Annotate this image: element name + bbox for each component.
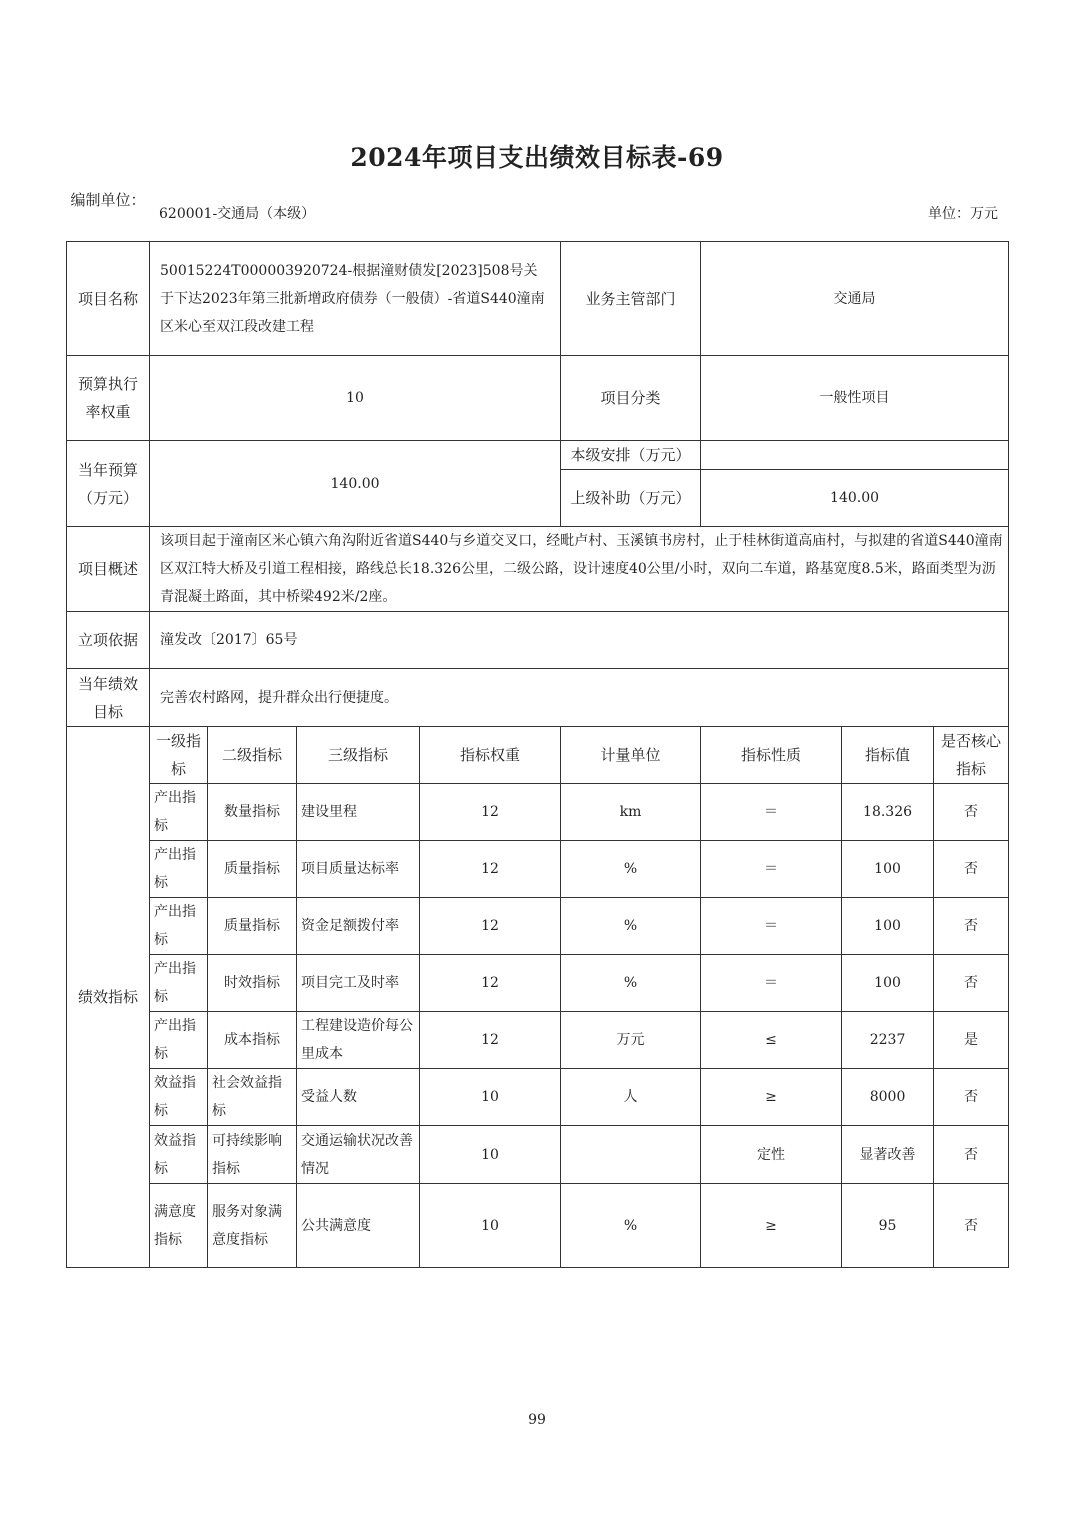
- unit-name: 620001-交通局（本级）: [159, 206, 316, 222]
- core-cell: 否: [934, 1069, 1009, 1126]
- indicators-label: 绩效指标: [67, 727, 150, 1268]
- local-label: 本级安排（万元）: [561, 441, 701, 470]
- overview-label: 项目概述: [67, 527, 150, 612]
- goal-text: 完善农村路网，提升群众出行便捷度。: [150, 669, 1009, 727]
- level2-cell: 质量指标: [208, 898, 297, 955]
- table-row: [67, 955, 1009, 1012]
- unit-cell: %: [561, 1184, 701, 1268]
- weight-cell: 12: [420, 1012, 561, 1069]
- level2-cell: 服务对象满意度指标: [208, 1184, 297, 1268]
- col-header: 一级指标: [150, 727, 208, 784]
- category-label: 项目分类: [561, 356, 701, 441]
- level3-cell: 公共满意度: [297, 1184, 420, 1268]
- core-cell: 否: [934, 784, 1009, 841]
- table-row: [67, 841, 1009, 898]
- table-row: [67, 1012, 1009, 1069]
- nature-cell: ＝: [701, 784, 842, 841]
- value-cell: 18.326: [842, 784, 934, 841]
- level3-cell: 项目完工及时率: [297, 955, 420, 1012]
- level1-cell: 产出指标: [150, 841, 208, 898]
- weight-cell: 12: [420, 955, 561, 1012]
- weight-cell: 10: [420, 1126, 561, 1184]
- weight-cell: 10: [420, 1184, 561, 1268]
- level3-cell: 受益人数: [297, 1069, 420, 1126]
- value-cell: 8000: [842, 1069, 934, 1126]
- level1-cell: 产出指标: [150, 955, 208, 1012]
- core-cell: 是: [934, 1012, 1009, 1069]
- nature-cell: ＝: [701, 955, 842, 1012]
- level3-cell: 建设里程: [297, 784, 420, 841]
- category-value: 一般性项目: [701, 356, 1009, 441]
- table-row: [67, 898, 1009, 955]
- level2-cell: 成本指标: [208, 1012, 297, 1069]
- level3-cell: 交通运输状况改善情况: [297, 1126, 420, 1184]
- value-cell: 100: [842, 841, 934, 898]
- table-row: [67, 784, 1009, 841]
- level1-cell: 产出指标: [150, 784, 208, 841]
- exec-weight-label: 预算执行率权重: [67, 356, 150, 441]
- level2-cell: 数量指标: [208, 784, 297, 841]
- weight-cell: 12: [420, 784, 561, 841]
- budget-label: 当年预算（万元）: [67, 441, 150, 527]
- col-header: 指标值: [842, 727, 934, 784]
- level2-cell: 质量指标: [208, 841, 297, 898]
- nature-cell: ≥: [701, 1069, 842, 1126]
- basis-text: 潼发改〔2017〕65号: [150, 612, 1009, 669]
- exec-weight-value: 10: [150, 356, 561, 441]
- level1-cell: 产出指标: [150, 898, 208, 955]
- col-header: 三级指标: [297, 727, 420, 784]
- col-header: 指标权重: [420, 727, 561, 784]
- unit-cell: %: [561, 841, 701, 898]
- goal-label: 当年绩效目标: [67, 669, 150, 727]
- core-cell: 否: [934, 841, 1009, 898]
- budget-value: 140.00: [150, 441, 561, 527]
- local-value: [701, 441, 1009, 470]
- dept-value: 交通局: [701, 242, 1009, 356]
- level3-cell: 工程建设造价每公里成本: [297, 1012, 420, 1069]
- page-title: 2024年项目支出绩效目标表-69: [350, 143, 724, 172]
- level1-cell: 产出指标: [150, 1012, 208, 1069]
- basis-label: 立项依据: [67, 612, 150, 669]
- level2-cell: 时效指标: [208, 955, 297, 1012]
- unit-cell: %: [561, 898, 701, 955]
- weight-cell: 10: [420, 1069, 561, 1126]
- unit-cell: [561, 1126, 701, 1184]
- level2-cell: 社会效益指标: [208, 1069, 297, 1126]
- weight-cell: 12: [420, 898, 561, 955]
- unit-cell: 万元: [561, 1012, 701, 1069]
- col-header: 指标性质: [701, 727, 842, 784]
- core-cell: 否: [934, 898, 1009, 955]
- nature-cell: 定性: [701, 1126, 842, 1184]
- project-name-label: 项目名称: [67, 242, 150, 356]
- unit-cell: %: [561, 955, 701, 1012]
- col-header: 二级指标: [208, 727, 297, 784]
- core-cell: 否: [934, 1184, 1009, 1268]
- level1-cell: 效益指标: [150, 1069, 208, 1126]
- col-header: 是否核心指标: [934, 727, 1009, 784]
- page-number: 99: [528, 1412, 546, 1428]
- unit-label: 编制单位：: [70, 191, 146, 209]
- table-row: [67, 1126, 1009, 1184]
- level2-cell: 可持续影响指标: [208, 1126, 297, 1184]
- nature-cell: ＝: [701, 898, 842, 955]
- unit-cell: 人: [561, 1069, 701, 1126]
- core-cell: 否: [934, 955, 1009, 1012]
- subsidy-label: 上级补助（万元）: [561, 470, 701, 527]
- nature-cell: ≤: [701, 1012, 842, 1069]
- performance-table: [66, 241, 1009, 1268]
- subsidy-value: 140.00: [701, 470, 1009, 527]
- weight-cell: 12: [420, 841, 561, 898]
- value-cell: 100: [842, 898, 934, 955]
- value-cell: 95: [842, 1184, 934, 1268]
- level1-cell: 满意度指标: [150, 1184, 208, 1268]
- dept-label: 业务主管部门: [561, 242, 701, 356]
- nature-cell: ≥: [701, 1184, 842, 1268]
- project-name: 50015224T000003920724-根据潼财债发[2023]508号关于下达2023年第三批新增政府债券（一般债）-省道S440潼南区米心至双江段改建工程: [150, 242, 561, 356]
- table-row: [67, 1069, 1009, 1126]
- currency-note: 单位：万元: [928, 206, 998, 222]
- value-cell: 100: [842, 955, 934, 1012]
- level1-cell: 效益指标: [150, 1126, 208, 1184]
- value-cell: 2237: [842, 1012, 934, 1069]
- value-cell: 显著改善: [842, 1126, 934, 1184]
- unit-cell: km: [561, 784, 701, 841]
- table-row: [67, 1184, 1009, 1268]
- level3-cell: 项目质量达标率: [297, 841, 420, 898]
- overview-text: 该项目起于潼南区米心镇六角沟附近省道S440与乡道交叉口，经毗卢村、玉溪镇书房村，止于桂林街道高庙村，与拟建的省道S440潼南区双江特大桥及引道工程相接，路线总长18.326公里，二级公路，设计速度40公里/小时，双向二车道，路基宽度8.5米，路面类型为沥青混凝土路面，其中桥梁492米/2座。: [150, 527, 1009, 612]
- level3-cell: 资金足额拨付率: [297, 898, 420, 955]
- col-header: 计量单位: [561, 727, 701, 784]
- nature-cell: ＝: [701, 841, 842, 898]
- core-cell: 否: [934, 1126, 1009, 1184]
